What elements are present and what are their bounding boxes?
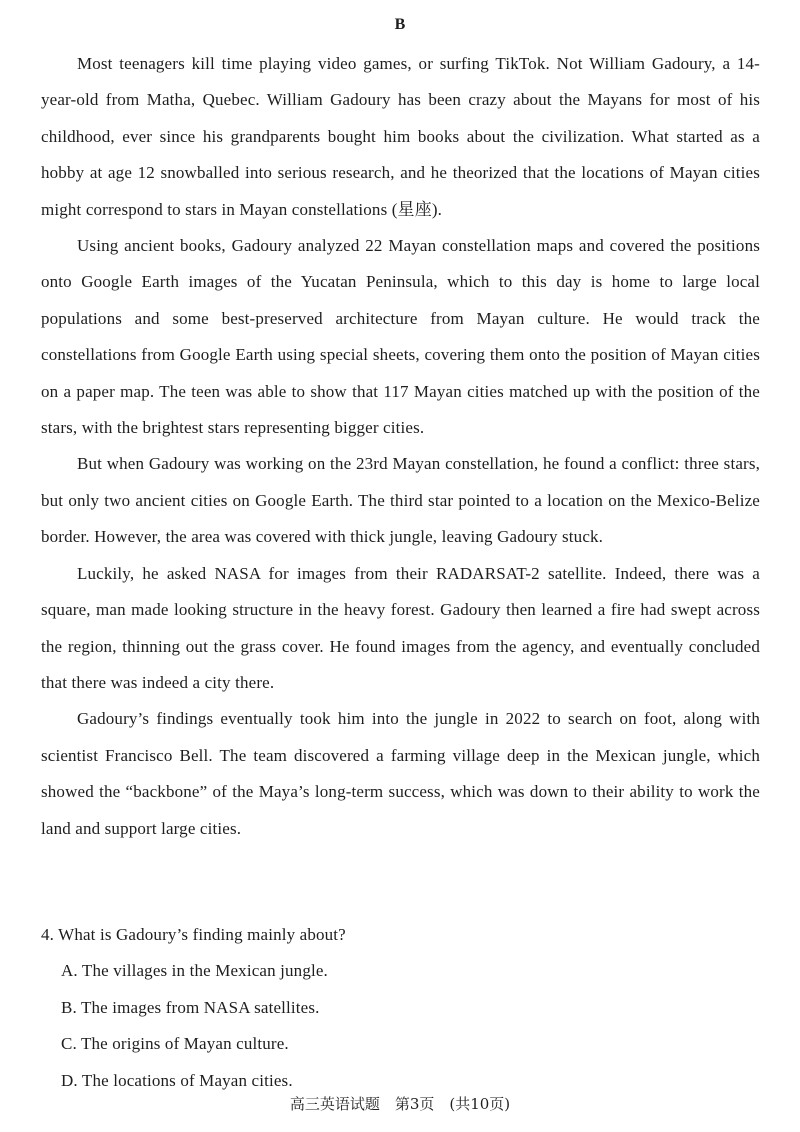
section-title: B — [394, 16, 406, 33]
page-footer: 高三英语试题 第3页 (共10页) — [289, 1095, 511, 1113]
option-a[interactable]: A. The villages in the Mexican jungle. — [61, 961, 328, 981]
option-d[interactable]: D. The locations of Mayan cities. — [61, 1070, 293, 1090]
question-4 — [41, 917, 760, 1099]
passage-paragraph-5: Gadoury’s findings eventually took him into the jungle in 2022 to search on foot, along with scientist Francisco Bell. The team discovered a farming village deep in the Mexican jungle, which showed the “backbone” of the Maya’s long-term success, which was down to their ability to work the land and support large cities. — [41, 709, 760, 838]
passage-paragraph-3: But when Gadoury was working on the 23rd Mayan constellation, he found a conflict: three stars, but only two ancient cities on Google Earth. The third star pointed to a location on the Mexico-Belize border. However, the area was covered with thick jungle, leaving Gadoury stuck. — [41, 454, 760, 547]
answer-options — [41, 953, 760, 1099]
passage-paragraph-2: Using ancient books, Gadoury analyzed 22 Mayan constellation maps and covered the positions onto Google Earth images of the Yucatan Peninsula, which to this day is home to large local populations and some best-preserved architecture from Mayan culture. He would track the constellations from Google Earth using special sheets, covering them onto the position of Mayan cities on a paper map. The teen was able to show that 117 Mayan cities matched up with the position of the stars, with the brightest stars representing bigger cities. — [41, 236, 760, 438]
reading-passage — [41, 46, 760, 847]
question-stem: 4. What is Gadoury’s finding mainly about? — [41, 925, 346, 944]
passage-paragraph-4: Luckily, he asked NASA for images from their RADARSAT-2 satellite. Indeed, there was a square, man made looking structure in the heavy forest. Gadoury then learned a fire had swept across the region, thinning out the grass cover. He found images from the agency, and eventually concluded that there was indeed a city there. — [41, 563, 760, 692]
option-c[interactable]: C. The origins of Mayan culture. — [61, 1034, 289, 1054]
option-b[interactable]: B. The images from NASA satellites. — [61, 997, 320, 1017]
passage-paragraph-1: Most teenagers kill time playing video games, or surfing TikTok. Not William Gadoury, a 14-year-old from Matha, Quebec. William Gadoury has been crazy about the Mayans for most of his childhood, ever since his grandparents bought him books about the civilization. What started as a hobby at age 12 snowballed into serious research, and he theorized that the locations of Mayan cities might correspond to stars in Mayan constellations (星座). — [41, 54, 760, 219]
